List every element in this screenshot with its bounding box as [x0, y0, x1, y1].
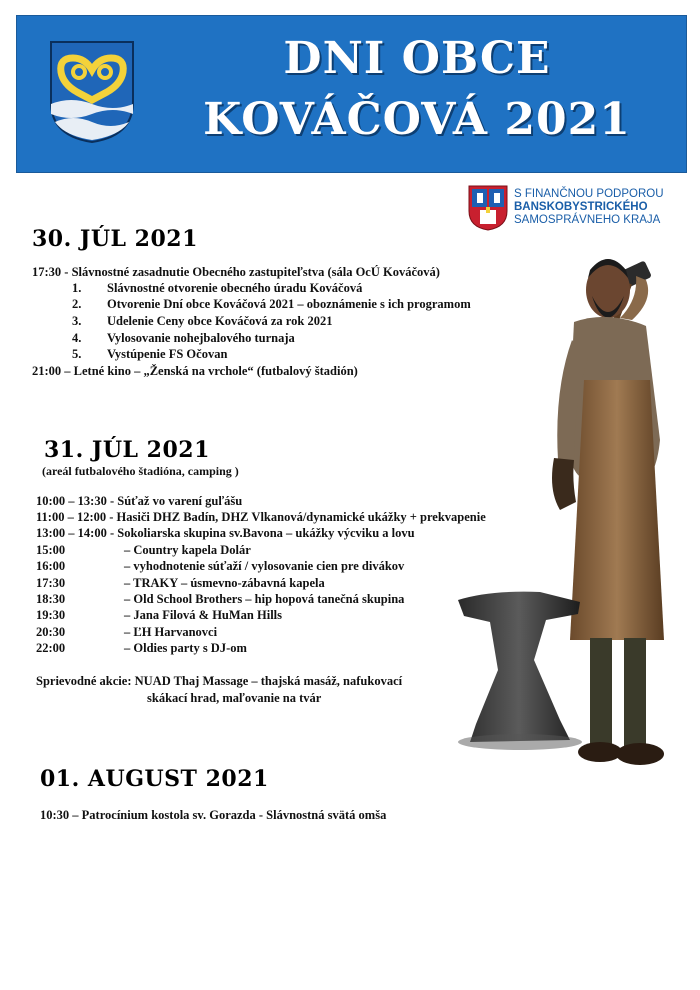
day3-line: 10:30 – Patrocínium kostola sv. Gorazda - Slávnostná svätá omša: [40, 808, 387, 822]
day1-item-number: 1.: [72, 281, 82, 295]
day2-event: – ĽH Harvanovci: [124, 625, 218, 639]
day2-line: 11:00 – 12:00 - Hasiči DHZ Badín, DHZ Vlkanová/dynamické ukážky + prekvapenie: [36, 510, 486, 524]
title-line-1: DNI OBCE: [283, 33, 551, 84]
bbsk-shield-icon: [468, 185, 508, 231]
day1-item-number: 4.: [72, 331, 82, 345]
day2-line: 13:00 – 14:00 - Sokoliarska skupina sv.Bavona – ukážky výcviku a lovu: [36, 526, 415, 540]
day1-item-number: 2.: [72, 297, 82, 311]
day2-time: 17:30: [36, 576, 66, 590]
day2-line: 10:00 – 13:30 - Súťaž vo varení guľášu: [36, 494, 243, 508]
day1-item-number: 3.: [72, 314, 82, 328]
day2-heading: 31. JÚL 2021: [44, 437, 210, 463]
title-line-2: KOVÁČOVÁ 2021: [203, 94, 631, 145]
sponsor-line-2: BANSKOBYSTRICKÉHO: [514, 201, 648, 213]
day2-time: 22:00: [36, 641, 66, 655]
day2-event: – vyhodnotenie súťaží / vylosovanie cien pre divákov: [124, 559, 405, 573]
day1-item-text: Vystúpenie FS Očovan: [107, 347, 228, 361]
day2-event: – TRAKY – úsmevno-zábavná kapela: [124, 576, 325, 590]
day1-item-text: Slávnostné otvorenie obecného úradu Kováčová: [107, 281, 363, 295]
day2-side-events: Sprievodné akcie: NUAD Thaj Massage – thajská masáž, nafukovací: [36, 674, 403, 688]
municipal-crest-icon: [49, 40, 135, 144]
day1-item-text: Otvorenie Dní obce Kováčová 2021 – oboznámenie s ich programom: [107, 297, 471, 311]
sponsor-line-1: S FINANČNOU PODPOROU: [514, 188, 664, 200]
day2-event: – Jana Filová & HuMan Hills: [124, 608, 283, 622]
day2-subtitle: (areál futbalového štadióna, camping ): [42, 464, 239, 478]
day1-item-text: Udelenie Ceny obce Kováčová za rok 2021: [107, 314, 333, 328]
sponsor-text: [514, 188, 664, 227]
day2-event: – Oldies party s DJ-om: [124, 641, 247, 655]
header-banner: [16, 15, 687, 173]
day3-heading: 01. AUGUST 2021: [40, 766, 269, 792]
day2-time: 20:30: [36, 625, 66, 639]
day2-event: – Old School Brothers – hip hopová tanečná skupina: [124, 592, 405, 606]
day2-time: 15:00: [36, 543, 66, 557]
day2-side-events-cont: skákací hrad, maľovanie na tvár: [147, 691, 322, 705]
day1-item-text: Vylosovanie nohejbalového turnaja: [107, 331, 295, 345]
day2-event: – Country kapela Dolár: [124, 543, 251, 557]
page-title: [157, 30, 677, 152]
sponsor-line-3: SAMOSPRÁVNEHO KRAJA: [514, 214, 661, 226]
day1-item-number: 5.: [72, 347, 82, 361]
day2-time: 16:00: [36, 559, 66, 573]
day1-line: 21:00 – Letné kino – „Ženská na vrchole“ (futbalový štadión): [32, 364, 358, 378]
blacksmith-with-anvil-illustration: [450, 230, 690, 790]
day1-heading: 30. JÚL 2021: [32, 226, 198, 252]
day1-line: 17:30 - Slávnostné zasadnutie Obecného zastupiteľstva (sála OcÚ Kováčová): [32, 265, 440, 279]
day2-time: 19:30: [36, 608, 66, 622]
sponsor-logo: [468, 185, 688, 233]
day2-time: 18:30: [36, 592, 66, 606]
